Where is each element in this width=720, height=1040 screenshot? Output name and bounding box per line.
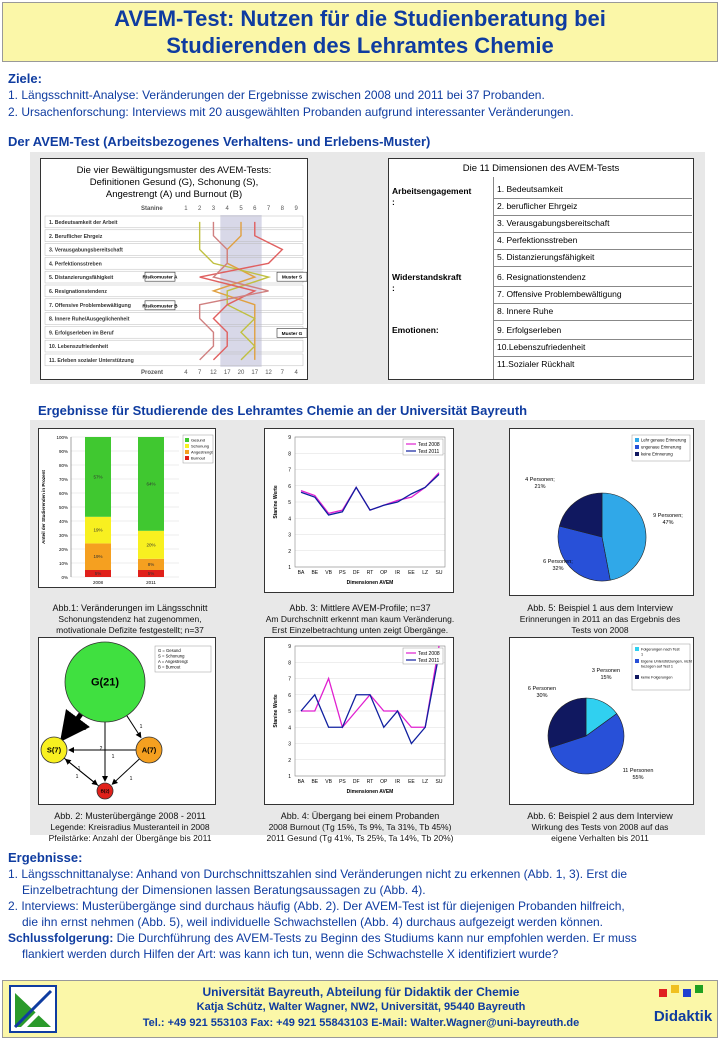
ergebnisse-item1-line1: 1. Längsschnittanalyse: Anhand von Durchschnittszahlen sind Veränderungen nicht zu erkennen (Abb. 1, 3). Erst die [8,867,628,881]
x-tick-label: OP [380,779,388,785]
avem-patterns-box [40,158,308,380]
x-tick-label: BE [311,570,319,576]
dimensions-divider [493,177,494,379]
prozent-label: Prozent [141,370,164,376]
series-line-1 [301,473,439,514]
abb5-caption: Abb. 5: Beispiel 1 aus dem Interview Erinnerungen in 2011 an das Ergebnis des Tests von 2008 [519,603,681,635]
dimension-item: 7. Offensive Problembewältigung [497,289,622,299]
abb2-box [38,637,216,805]
x-tick-label: SU [435,570,443,576]
ergebnisse-item2-line1: 2. Interviews: Musterübergänge sind durchaus häufig (Abb. 2). Der AVEM-Test ist für diejenigen Probanden hilfreich, [8,899,625,913]
legend-label-part: Folgerungen nach Test [641,647,680,652]
x-tick-label: 2008 [92,580,104,585]
y-axis-label: Stanine Werte [273,694,279,728]
x-tick-label: EE [408,779,415,785]
y-tick-label: 6 [288,692,291,699]
pattern-node-label: B(2) [100,788,110,794]
ziele-item-2: 2. Ursachenforschung: Interviews mit 20 ausgewählten Probanden aufgrund interessanter Veränderungen. [8,105,574,119]
poster-title-line2: Studierenden des Lehramtes Chemie [166,33,554,58]
y-tick-label: 30% [58,533,68,538]
y-tick-label: 1 [288,774,291,780]
pie-slice-percent: 32% [552,566,564,572]
prozent-tick: 12 [265,370,272,376]
didaktik-logo-text: Didaktik [653,1008,713,1025]
bar-data-label: 5% [94,571,102,576]
series-line-2 [301,654,439,743]
bar-data-label: 20% [146,542,156,548]
dimension-separator [494,286,692,287]
profile-row-label: 9. Erfolgserleben im Beruf [49,330,114,337]
abb2-transition-diagram [39,638,215,804]
pattern-node-label: G(21) [90,676,120,689]
dimension-separator [494,198,692,199]
legend-label: Gesund [191,437,206,443]
pie-slice-percent: 30% [536,693,548,699]
x-tick-label: BA [297,779,305,785]
stanine-label: Stanine [141,206,163,212]
legend-swatch [185,438,189,442]
avem-pattern-profile-chart [41,203,307,381]
legend-label: ungenaue Erinnerung [641,444,682,450]
transition-arrow [62,716,80,740]
legend-label: Test 2008 [418,651,440,657]
dimension-separator [494,339,692,340]
pie-slice-percent: 55% [632,775,644,781]
y-tick-label: 60% [58,491,68,496]
didaktik-logo [651,983,715,1035]
group-emotionen: Emotionen: [392,325,439,335]
dimension-separator [494,320,692,321]
footer-line3: Tel.: +49 921 553103 Fax: +49 921 55843103 E-Mail: Walter.Wagner@uni-bayreuth.de [142,1017,580,1029]
ergebnisse-item2-line2: die ihn ernst nehmen (Abb. 5), weil individuelle Schwachstellen (Abb. 4) durchaus aufgezeigt werden können. [22,915,604,929]
results-section-heading: Ergebnisse für Studierende des Lehramtes Chemie an der Universität Bayreuth [38,403,528,418]
schlussfolgerung-line2: flankiert werden durch Hilfen der Art: was kann ich tun, wenn die Schwachstelle X identifiziert wurde? [22,947,559,961]
y-tick-label: 100% [56,435,68,440]
pie-slice-label: 9 Personen; [653,513,683,519]
poster-header [2,2,718,62]
pattern-label: Risikomuster A [142,275,178,281]
abb5-box [509,428,694,596]
y-tick-label: 50% [58,505,68,510]
y-tick-label: 5 [288,500,291,506]
pattern-label: Muster S [281,275,303,281]
legend-label: keine Erinnerung [641,451,673,457]
profile-row-label: 2. Beruflicher Ehrgeiz [49,233,103,240]
dimension-item: 6. Resignationstendenz [497,272,586,282]
abb4-box [264,637,454,805]
series-line-2 [301,474,439,515]
profile-row-label: 6. Resignationstendenz [49,289,107,295]
abb2-caption: Abb. 2: Musterübergänge 2008 - 2011 Legende: Kreisradius Musteranteil in 2008 Pfeilstärke: Anzahl der Übergänge bis 2011 [48,811,212,843]
abb1-stacked-bar-chart [39,429,215,587]
prozent-tick: 7 [280,370,285,376]
dimension-separator [494,266,692,267]
legend-label: Schonung [191,443,210,449]
y-tick-label: 7 [288,467,291,474]
y-tick-label: 4 [288,516,291,523]
prozent-tick: 17 [223,370,231,376]
bar-data-label: 64% [146,481,156,487]
pie-slice-label: 6 Personen; [543,559,573,565]
abb3-box [264,428,454,593]
y-tick-label: 3 [288,741,291,748]
pattern-node-label: S(7) [46,745,62,755]
prozent-tick: 7 [197,370,202,376]
transition-count: 1 [129,776,133,782]
legend-label: S = Schonung [158,653,185,659]
legend-label: Burnout [191,455,206,461]
stanine-tick: 2 [197,206,202,212]
x-tick-label: PS [339,779,346,785]
profile-row-label: 5. Distanzierungsfähigkeit [49,275,114,282]
legend-label-part: 1 [641,652,644,657]
pie-slice-label: 4 Personen; [525,477,555,483]
abb3-line-chart [265,429,453,592]
x-tick-label: IR [395,570,401,576]
profile-row-label: 7. Offensive Problembewältigung [49,302,131,309]
x-tick-label: LZ [422,570,429,576]
y-tick-label: 7 [288,676,291,683]
stanine-tick: 7 [266,206,271,212]
abb1-box [38,428,216,588]
legend-swatch [185,450,189,454]
stanine-tick: 8 [280,206,285,212]
x-tick-label: DF [352,779,360,785]
y-tick-label: 70% [58,477,68,482]
dimension-separator [494,356,692,357]
legend-label: Test 2008 [418,442,440,448]
y-tick-label: 40% [58,519,68,524]
transition-count: 1 [75,774,79,780]
x-axis-label: Dimensionen AVEM [346,789,394,795]
x-tick-label: BE [311,779,319,785]
abb5-pie-chart [510,429,693,595]
x-tick-label: PS [339,570,346,576]
abb4-caption: Abb. 4: Übergang bei einem Probanden 2008 Burnout (Tg 15%, Ts 9%, Ta 31%, Tb 45%) 2011 Gesund (Tg 41%, Ts 25%, Ta 14%, Tb 20%) [266,811,454,843]
prozent-tick: 12 [210,370,217,376]
transition-count: 1 [139,724,143,730]
profile-row-label: 8. Innere Ruhe/Ausgeglichenheit [49,316,130,323]
prozent-tick: 4 [294,370,298,376]
x-tick-label: SU [435,779,443,785]
group-arbeitsengagement: Arbeitsengagement : [392,186,472,207]
abb3-caption: Abb. 3: Mittlere AVEM-Profile; n=37 Am Durchschnitt erkennt man kaum Veränderung. Erst Einzelbetrachtung unten zeigt Übergänge. [265,603,455,635]
abb6-pie-chart [510,638,693,804]
dimensions-title: Die 11 Dimensionen des AVEM-Tests [462,163,620,174]
y-tick-label: 2 [288,548,291,555]
transition-count: 2 [99,746,103,752]
pattern-node-label: A(7) [141,745,157,755]
legend-label: keine Folgerungen [641,675,673,680]
ergebnisse-item1-line2: Einzelbetrachtung der Dimensionen lassen Beratungsaussagen zu (Abb. 4). [22,883,426,897]
transition-count: 1 [77,766,81,772]
dimension-item: 11.Sozialer Rückhalt [497,359,575,369]
dimension-separator [494,249,692,250]
patterns-title-line3: Angestrengt (A) und Burnout (B) [105,189,243,200]
profile-row-label: 3. Verausgabungsbereitschaft [49,247,123,254]
y-tick-label: 10% [58,561,68,566]
legend-label: Test 2011 [418,658,440,664]
y-axis-label: Anteil der Studierenden in Prozent [41,470,46,544]
pie-slice-percent: 47% [662,520,674,526]
pattern-label: Risikomuster B [142,304,178,310]
abb6-caption: Abb. 6: Beispiel 2 aus dem Interview Wirkung des Tests von 2008 auf das eigene Verhalten bis 2011 [527,811,673,843]
pie-slice-percent: 15% [600,675,612,681]
legend-swatch [635,438,639,442]
legend-swatch [635,452,639,456]
y-tick-label: 4 [288,725,291,732]
stanine-tick: 1 [184,206,188,212]
x-tick-label: IR [395,779,401,785]
transition-count: 1 [111,754,115,760]
transition-count: 1 [83,726,87,732]
bar-data-label: 5% [147,571,155,576]
ziele-item-1: 1. Längsschnitt-Analyse: Veränderungen der Ergebnisse zwischen 2008 und 2011 bei 37 Probanden. [8,88,545,102]
dimension-separator [494,215,692,216]
x-tick-label: BA [297,570,305,576]
legend-label: Test 2011 [418,449,440,455]
bar-data-label: 19% [93,527,103,533]
x-tick-label: 2011 [146,580,156,585]
x-tick-label: OP [380,570,388,576]
profile-row-label: 10. Lebenszufriedenheit [49,344,109,351]
pie-slice-label: 6 Personen [527,686,557,692]
legend-swatch [635,675,639,679]
x-tick-label: RT [366,779,374,785]
abb6-box [509,637,694,805]
transition-count: 4 [65,714,69,720]
profile-row-label: 11. Erleben sozialer Unterstützung [49,358,134,364]
legend-swatch [185,444,189,448]
legend-label: G = Gesund [158,648,181,653]
dimension-item: 5. Distanzierungsfähigkeit [497,252,595,262]
bar-data-label: 8% [147,561,155,567]
legend-label: Angestrengt [191,449,213,455]
poster-title-line1: AVEM-Test: Nutzen für die Studienberatung bei [114,6,606,31]
bar-data-label: 19% [93,554,103,560]
y-tick-label: 8 [288,451,291,458]
dimension-item: 4. Perfektionsstreben [497,235,578,245]
y-axis-label: Stanine Werte [273,485,279,519]
pie-slice-percent: 21% [534,484,546,490]
y-tick-label: 20% [58,547,68,552]
patterns-title-line1: Die vier Bewältigungsmuster des AVEM-Tests: [76,165,272,176]
dimension-item: 3. Verausgabungsbereitschaft [497,218,610,228]
y-tick-label: 6 [288,483,291,490]
patterns-title-line2: Definitionen Gesund (G), Schonung (S), [89,177,259,188]
pie-slice-label: 3 Personen [591,668,621,674]
y-tick-label: 1 [288,565,291,571]
ergebnisse-heading: Ergebnisse: [8,850,83,865]
y-tick-label: 2 [288,757,291,764]
stanine-tick: 5 [239,206,243,212]
x-tick-label: LZ [422,779,429,785]
dimension-item: 2. beruflicher Ehrgeiz [497,201,578,211]
group-widerstandskraft: Widerstandskraft : [392,272,462,293]
prozent-tick: 4 [184,370,188,376]
x-tick-label: EE [408,570,415,576]
pie-slice-label: 11 Personen [622,768,654,774]
x-axis-label: Dimensionen AVEM [346,580,394,586]
y-tick-label: 3 [288,532,291,539]
footer-line2: Katja Schütz, Walter Wagner, NW2, Universität, 95440 Bayreuth [196,1001,526,1013]
x-tick-label: DF [352,570,360,576]
y-tick-label: 9 [288,435,291,441]
transition-arrow [66,759,99,786]
prozent-tick: 17 [251,370,259,376]
schlussfolgerung-line1: Schlussfolgerung: Die Durchführung des AVEM-Tests zu Beginn des Studiums kann nur empfohlen werden. Er muss [8,931,637,945]
stanine-tick: 9 [294,206,298,212]
y-tick-label: 80% [58,463,68,468]
pattern-label: Muster G [281,331,303,337]
bar-data-label: 57% [93,474,103,480]
dimension-item: 10.Lebenszufriedenheit [497,342,586,352]
ziele-heading: Ziele: [8,71,42,86]
legend-label-part: Eigene Unterstützungen, nicht [641,659,692,664]
y-tick-label: 5 [288,709,291,715]
dimension-separator [494,232,692,233]
legend-label: Lehr genaue Erinnerung [641,437,687,443]
legend-swatch [185,456,189,460]
dimension-item: 8. Innere Ruhe [497,306,554,316]
legend-label: A = Angestrengt [158,659,188,664]
x-tick-label: RT [366,570,374,576]
legend-swatch [635,659,639,663]
footer-line1: Universität Bayreuth, Abteilung für Didaktik der Chemie [202,985,520,999]
legend-label: B = Burnout [158,664,181,670]
x-tick-label: VB [325,570,332,576]
dimension-item: 1. Bedeutsamkeit [497,184,563,194]
profile-row-label: 4. Perfektionsstreben [49,261,102,268]
dimension-item: 9. Erfolgserleben [497,325,562,335]
stanine-tick: 3 [211,206,216,212]
avem-section-heading: Der AVEM-Test (Arbeitsbezogenes Verhaltens- und Erlebens-Muster) [8,134,431,149]
pie-slice [602,493,646,580]
profile-row-label: 1. Bedeutsamkeit der Arbeit [49,220,118,226]
x-tick-label: VB [325,779,332,785]
abb4-line-chart [265,638,453,804]
y-tick-label: 0% [61,575,68,580]
stanine-tick: 4 [225,206,229,212]
prozent-tick: 20 [237,370,245,376]
transition-arrow [112,759,139,784]
legend-label-part: bezogen auf Test 1 [641,664,674,669]
y-tick-label: 90% [58,449,68,454]
y-tick-label: 8 [288,660,291,667]
legend-swatch [635,647,639,651]
poster-footer [2,980,718,1038]
dimension-separator [494,303,692,304]
abb1-caption: Abb.1: Veränderungen im Längsschnitt Schonungstendenz hat zugenommen, motivationale Defizite festgestellt; n=37 [52,603,208,635]
stanine-tick: 6 [253,206,257,212]
legend-swatch [635,445,639,449]
y-tick-label: 9 [288,644,291,650]
